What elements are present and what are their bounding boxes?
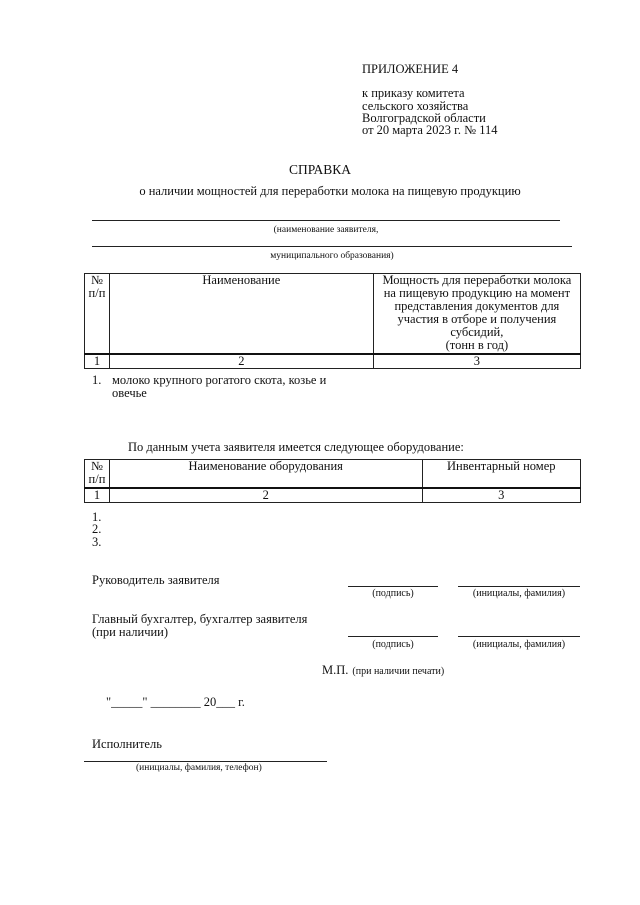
executor-caption: (инициалы, фамилия, телефон)	[136, 763, 262, 773]
item-text-line-2: овечье	[112, 386, 147, 400]
eq-row-2: 2.	[92, 522, 102, 536]
eq-index-cell-3: 3	[422, 488, 581, 503]
appendix-line-4: от 20 марта 2023 г. № 114	[362, 123, 498, 137]
header-name: Наименование	[109, 274, 373, 354]
appendix-line-1: к приказу комитета	[362, 86, 465, 100]
municipality-line	[92, 246, 572, 247]
municipality-caption: муниципального образования)	[270, 251, 394, 261]
appendix-title: ПРИЛОЖЕНИЕ 4	[362, 62, 459, 76]
index-cell-3: 3	[373, 354, 580, 369]
eq-index-cell-1: 1	[85, 488, 110, 503]
eq-row-1: 1.	[92, 510, 102, 524]
accountant-label-2: (при наличии)	[92, 625, 169, 639]
doc-title: СПРАВКА	[288, 162, 352, 177]
head-label: Руководитель заявителя	[92, 573, 220, 587]
item-text-line-1: молоко крупного рогатого скота, козье и	[112, 373, 327, 387]
header-num: № п/п	[85, 274, 110, 354]
stamp-prefix: М.П.	[322, 663, 349, 677]
executor-label: Исполнитель	[92, 737, 162, 751]
doc-subtitle: о наличии мощностей для переработки молока на пищевую продукцию	[139, 184, 521, 198]
accountant-signature-caption: (подпись)	[372, 639, 414, 650]
accountant-signature-line	[348, 636, 438, 637]
head-initials-caption: (инициалы, фамилия)	[472, 588, 566, 599]
stamp-block	[322, 661, 444, 679]
eq-header-num: № п/п	[85, 460, 110, 488]
appendix-line-3: Волгоградской области	[362, 111, 486, 125]
equipment-intro: По данным учета заявителя имеется следующее оборудование:	[128, 440, 464, 454]
date-line: "_____" ________ 20___ г.	[106, 695, 245, 709]
accountant-initials-line	[458, 636, 580, 637]
eq-index-cell-2: 2	[109, 488, 422, 503]
head-initials-line	[458, 586, 580, 587]
accountant-label-1: Главный бухгалтер, бухгалтер заявителя	[92, 612, 308, 626]
head-signature-caption: (подпись)	[372, 588, 414, 599]
appendix-line-2: сельского хозяйства	[362, 99, 469, 113]
applicant-name-line	[92, 220, 560, 221]
item-num: 1.	[92, 373, 102, 387]
eq-row-3: 3.	[92, 535, 102, 549]
index-cell-2: 2	[109, 354, 373, 369]
header-capacity: Мощность для переработки молока на пищевую продукцию на момент представления документов для участия в отборе и получения субсидий, (тонн в год)	[373, 274, 580, 354]
accountant-initials-caption: (инициалы, фамилия)	[472, 639, 566, 650]
capacity-table	[84, 273, 581, 369]
stamp-note: (при наличии печати)	[352, 666, 445, 677]
equipment-table	[84, 459, 581, 503]
eq-header-inventory: Инвентарный номер	[422, 460, 581, 488]
index-cell-1: 1	[85, 354, 110, 369]
applicant-name-caption: (наименование заявителя,	[273, 225, 379, 235]
head-signature-line	[348, 586, 438, 587]
executor-line	[84, 761, 327, 762]
eq-header-name: Наименование оборудования	[109, 460, 422, 488]
